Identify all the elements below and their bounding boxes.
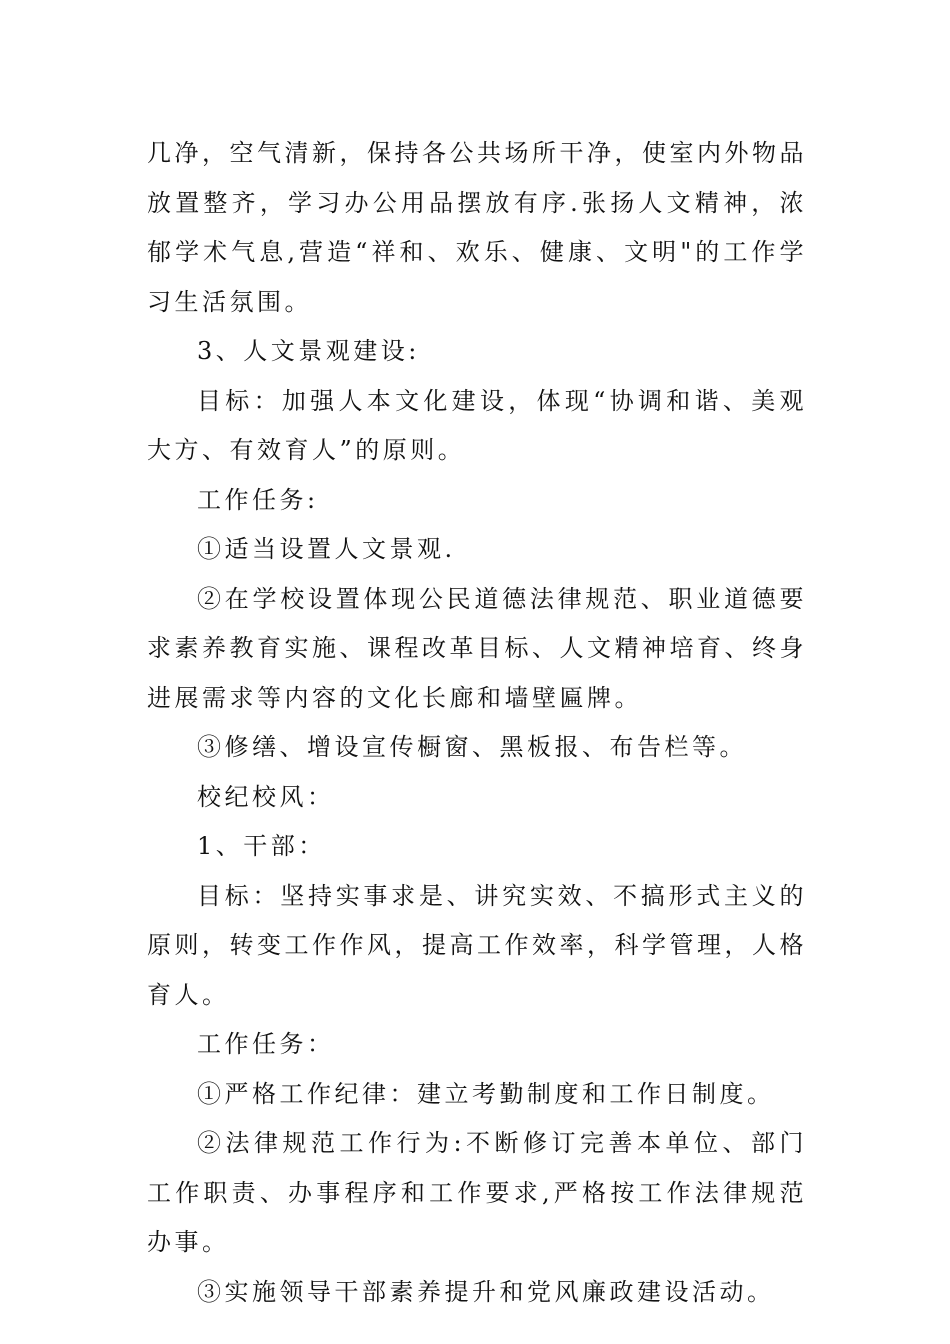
- paragraph-continuation: 几净，空气清新，保持各公共场所干净，使室内外物品放置整齐，学习办公用品摆放有序.张扬人文精神，浓郁学术气息,营造“祥和、欢乐、健康、文明"的工作学习生活氛围。: [147, 139, 807, 316]
- subsection-heading-cadres: 1、干部：: [197, 832, 326, 860]
- section-heading-discipline: 校纪校风：: [197, 782, 335, 811]
- list-item-cadres-1: ①严格工作纪律：建立考勤制度和工作日制度。: [197, 1079, 775, 1108]
- paragraph-goal: 目标：加强人本文化建设，体现“协调和谐、美观大方、有效育人”的原则。: [147, 386, 807, 464]
- list-item-cadres-3: ③实施领导干部素养提升和党风廉政建设活动。: [197, 1277, 775, 1306]
- paragraph-tasks-label: 工作任务:: [197, 485, 319, 514]
- paragraph-tasks-label-cadres: 工作任务：: [197, 1030, 335, 1058]
- paragraph-goal-cadres: 目标：坚持实事求是、讲究实效、不搞形式主义的原则，转变工作作风，提高工作效率，科学管理，人格育人。: [147, 881, 807, 1009]
- list-item-3: ③修缮、增设宣传橱窗、黑板报、布告栏等。: [197, 733, 747, 761]
- list-item-1: ①适当设置人文景观.: [197, 535, 456, 563]
- list-item-2: ②在学校设置体现公民道德法律规范、职业道德要求素养教育实施、课程改革目标、人文精神培育、终身进展需求等内容的文化长廊和墙壁匾牌。: [147, 584, 807, 712]
- section-heading-humanities-landscape: 3、人文景观建设:: [197, 337, 420, 365]
- document-body: [147, 129, 807, 1317]
- list-item-cadres-2: ②法律规范工作行为:不断修订完善本单位、部门工作职责、办事程序和工作要求,严格按工作法律规范办事。: [147, 1129, 807, 1256]
